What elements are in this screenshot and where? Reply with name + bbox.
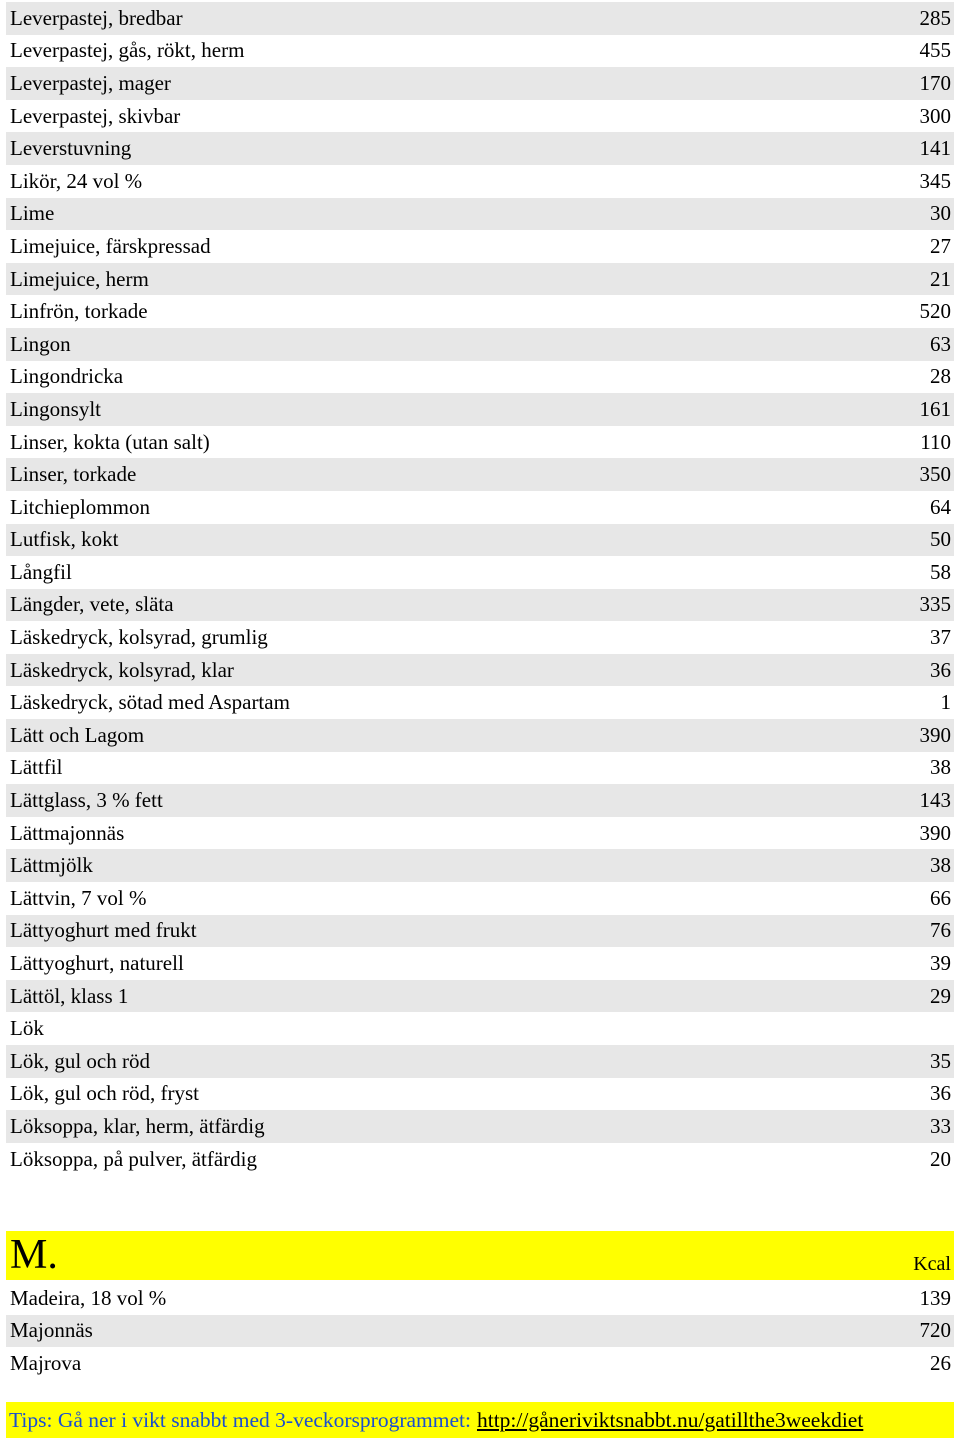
table-row bbox=[6, 67, 954, 100]
food-name: Läskedryck, sötad med Aspartam bbox=[10, 690, 290, 715]
tips-banner bbox=[6, 1402, 954, 1438]
table-row bbox=[6, 426, 954, 459]
kcal-value: 39 bbox=[930, 951, 951, 976]
food-name: Leverstuvning bbox=[10, 136, 132, 161]
kcal-value: 1 bbox=[940, 690, 951, 715]
food-name: Lutfisk, kokt bbox=[10, 527, 119, 552]
food-name: Leverpastej, skivbar bbox=[10, 103, 181, 128]
table-row bbox=[6, 1315, 954, 1348]
tips-text: Tips: Gå ner i vikt snabbt med 3-veckorsprogrammet: bbox=[9, 1407, 471, 1432]
table-row bbox=[6, 1110, 954, 1143]
kcal-value: 170 bbox=[919, 70, 951, 95]
food-name: Lättglass, 3 % fett bbox=[10, 788, 163, 813]
section-header-m bbox=[6, 1231, 954, 1280]
food-name: Litchieplommon bbox=[10, 494, 150, 519]
kcal-value: 35 bbox=[930, 1048, 951, 1073]
table-row bbox=[6, 263, 954, 296]
table-row bbox=[6, 915, 954, 948]
kcal-value: 335 bbox=[919, 592, 951, 617]
kcal-column-header: Kcal bbox=[913, 1253, 951, 1275]
table-row bbox=[6, 328, 954, 361]
table-row bbox=[6, 458, 954, 491]
food-name: Lök bbox=[10, 1016, 44, 1041]
food-name: Lättvin, 7 vol % bbox=[10, 885, 147, 910]
table-row bbox=[6, 393, 954, 426]
kcal-value: 27 bbox=[930, 233, 951, 258]
food-name: Linser, torkade bbox=[10, 462, 137, 487]
food-name: Leverpastej, mager bbox=[10, 70, 171, 95]
food-name: Löksoppa, klar, herm, ätfärdig bbox=[10, 1113, 265, 1138]
food-name: Majrova bbox=[10, 1350, 82, 1375]
table-row bbox=[6, 361, 954, 394]
table-row bbox=[6, 654, 954, 687]
food-name: Lättfil bbox=[10, 755, 63, 780]
table-row bbox=[6, 1078, 954, 1111]
kcal-value: 50 bbox=[930, 527, 951, 552]
table-row bbox=[6, 132, 954, 165]
food-name: Lime bbox=[10, 201, 55, 226]
food-name: Lök, gul och röd, fryst bbox=[10, 1081, 199, 1106]
kcal-value: 58 bbox=[930, 559, 951, 584]
food-name: Läskedryck, kolsyrad, grumlig bbox=[10, 625, 268, 650]
section-letter: M. bbox=[10, 1232, 58, 1278]
kcal-value: 28 bbox=[930, 364, 951, 389]
table-row bbox=[6, 524, 954, 557]
table-row bbox=[6, 849, 954, 882]
food-name: Lättmjölk bbox=[10, 853, 93, 878]
kcal-value: 720 bbox=[919, 1318, 951, 1343]
kcal-value: 64 bbox=[930, 494, 951, 519]
kcal-value: 33 bbox=[930, 1113, 951, 1138]
food-name: Lingon bbox=[10, 331, 71, 356]
food-name: Lättmajonnäs bbox=[10, 820, 125, 845]
table-row bbox=[6, 817, 954, 850]
food-name: Leverpastej, bredbar bbox=[10, 5, 183, 30]
table-row bbox=[6, 230, 954, 263]
food-name: Lättyoghurt, naturell bbox=[10, 951, 184, 976]
kcal-value: 76 bbox=[930, 918, 951, 943]
table-row bbox=[6, 1045, 954, 1078]
kcal-value: 161 bbox=[919, 396, 951, 421]
kcal-value: 29 bbox=[930, 983, 951, 1008]
kcal-value: 300 bbox=[919, 103, 951, 128]
kcal-value: 110 bbox=[920, 429, 951, 454]
food-name: Läskedryck, kolsyrad, klar bbox=[10, 657, 234, 682]
table-row bbox=[6, 295, 954, 328]
food-name: Limejuice, färskpressad bbox=[10, 233, 211, 258]
table-row bbox=[6, 947, 954, 980]
food-name: Madeira, 18 vol % bbox=[10, 1285, 167, 1310]
kcal-value: 520 bbox=[919, 299, 951, 324]
food-name: Lättöl, klass 1 bbox=[10, 983, 129, 1008]
kcal-value: 26 bbox=[930, 1350, 951, 1375]
kcal-value: 390 bbox=[919, 722, 951, 747]
table-row bbox=[6, 980, 954, 1013]
table-row bbox=[6, 2, 954, 35]
kcal-value: 38 bbox=[930, 755, 951, 780]
table-row bbox=[6, 1282, 954, 1315]
table-row bbox=[6, 100, 954, 133]
table-row bbox=[6, 882, 954, 915]
food-name: Lättyoghurt med frukt bbox=[10, 918, 197, 943]
kcal-value: 37 bbox=[930, 625, 951, 650]
kcal-value: 20 bbox=[930, 1146, 951, 1171]
table-row bbox=[6, 752, 954, 785]
food-name: Långfil bbox=[10, 559, 72, 584]
kcal-value: 36 bbox=[930, 1081, 951, 1106]
food-name: Lingonsylt bbox=[10, 396, 102, 421]
kcal-value: 350 bbox=[919, 462, 951, 487]
kcal-value: 390 bbox=[919, 820, 951, 845]
food-list-m bbox=[6, 1282, 954, 1380]
kcal-value: 36 bbox=[930, 657, 951, 682]
kcal-value: 139 bbox=[919, 1285, 951, 1310]
table-row bbox=[6, 198, 954, 231]
kcal-value: 285 bbox=[919, 5, 951, 30]
tips-link[interactable]: http://gåneriviktsnabbt.nu/gatillthe3weekdiet bbox=[476, 1407, 864, 1432]
kcal-value: 38 bbox=[930, 853, 951, 878]
food-name: Majonnäs bbox=[10, 1318, 93, 1343]
food-name: Löksoppa, på pulver, ätfärdig bbox=[10, 1146, 257, 1171]
food-name: Lök, gul och röd bbox=[10, 1048, 150, 1073]
kcal-value: 455 bbox=[919, 38, 951, 63]
food-name: Leverpastej, gås, rökt, herm bbox=[10, 38, 245, 63]
kcal-value: 63 bbox=[930, 331, 951, 356]
table-row bbox=[6, 719, 954, 752]
kcal-value: 66 bbox=[930, 885, 951, 910]
table-row bbox=[6, 1012, 954, 1045]
table-row bbox=[6, 621, 954, 654]
food-name: Limejuice, herm bbox=[10, 266, 149, 291]
food-name: Linser, kokta (utan salt) bbox=[10, 429, 210, 454]
food-list-l bbox=[6, 2, 954, 1175]
kcal-value: 345 bbox=[919, 168, 951, 193]
table-row bbox=[6, 35, 954, 68]
table-row bbox=[6, 165, 954, 198]
table-row bbox=[6, 1143, 954, 1176]
kcal-value: 21 bbox=[930, 266, 951, 291]
food-name: Längder, vete, släta bbox=[10, 592, 174, 617]
kcal-value: 141 bbox=[919, 136, 951, 161]
kcal-value: 30 bbox=[930, 201, 951, 226]
table-row bbox=[6, 686, 954, 719]
table-row bbox=[6, 491, 954, 524]
table-row bbox=[6, 784, 954, 817]
food-name: Lätt och Lagom bbox=[10, 722, 145, 747]
kcal-value: 143 bbox=[919, 788, 951, 813]
food-name: Likör, 24 vol % bbox=[10, 168, 143, 193]
table-row bbox=[6, 556, 954, 589]
food-name: Linfrön, torkade bbox=[10, 299, 148, 324]
food-name: Lingondricka bbox=[10, 364, 124, 389]
table-row bbox=[6, 1347, 954, 1380]
table-row bbox=[6, 589, 954, 622]
